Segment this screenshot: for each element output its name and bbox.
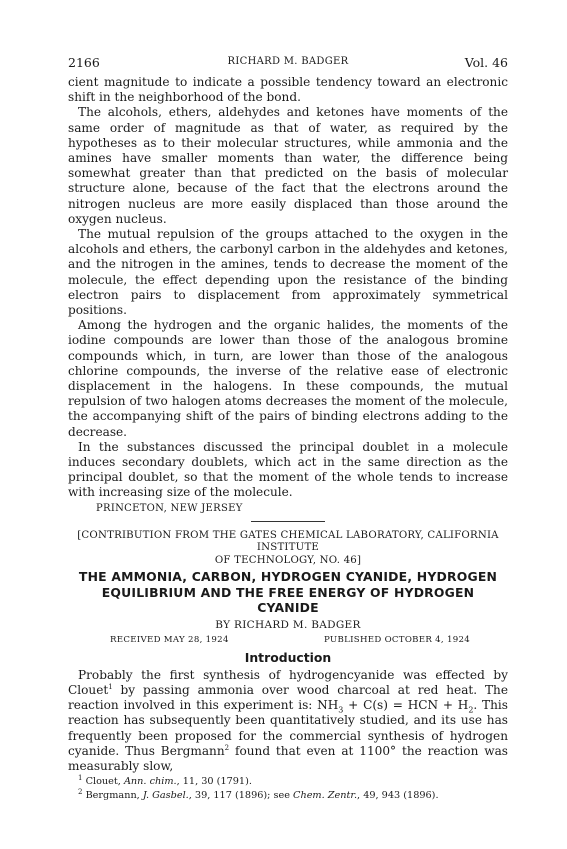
contribution-line: [CONTRIBUTION FROM THE GATES CHEMICAL LABORATORY, CALIFORNIA INSTITUTE	[77, 529, 499, 554]
footnote	[78, 789, 508, 802]
footnote-text: , 39, 117 (1896); see	[188, 789, 294, 801]
title-line: THE AMMONIA, CARBON, HYDROGEN CYANIDE, HYDROGEN	[78, 569, 498, 585]
running-head: RICHARD M. BADGER	[227, 56, 349, 67]
footnote-mark: 2	[78, 787, 83, 796]
footnote-text: , 11, 30 (1791).	[176, 776, 252, 788]
footnote-ref: 1	[108, 682, 113, 691]
footnote-ref: 2	[224, 743, 230, 752]
text-run: + C(s) = HCN + H	[343, 698, 469, 713]
text-run: found that even at 1100° the reaction was measurably slow,	[68, 743, 508, 773]
footnotes	[68, 775, 508, 802]
footnote-mark: 1	[78, 773, 83, 782]
footnote-text: Bergmann,	[85, 789, 143, 801]
introduction-text	[68, 668, 508, 774]
footnote-text: , 49, 943 (1896).	[357, 789, 439, 801]
footnote-journal: Chem. Zentr.	[293, 789, 358, 801]
article-dates	[68, 633, 508, 647]
contribution-note	[68, 530, 508, 568]
paragraph: The mutual repulsion of the groups attached to the oxygen in the alcohols and ethers, the carbonyl carbon in the aldehydes and ketones, and the nitrogen in the amines, tends to decrease the moment of the molecule, the effect depending upon the resistance of the binding electron pairs to displacement from approximately symmetrical positions.	[68, 227, 508, 318]
title-line: CYANIDE	[257, 600, 319, 616]
footnote-journal: J. Gasbel.	[142, 789, 189, 801]
previous-article-text	[68, 75, 508, 501]
title-line: EQUILIBRIUM AND THE FREE ENERGY OF HYDROGEN	[101, 584, 475, 600]
footnote	[78, 775, 508, 788]
volume-label: Vol. 46	[464, 55, 508, 70]
subscript: 2	[468, 705, 474, 715]
page-number: 2166	[68, 55, 100, 70]
text-run: . This reaction has subsequently been quantitatively studied, and its use has frequently been proposed for the commercial synthesis of hydrogen cyanide. Thus Bergmann	[68, 698, 508, 758]
contribution-line: OF TECHNOLOGY, NO. 46]	[214, 554, 362, 566]
footnote-text: Clouet,	[85, 776, 124, 788]
footnote-journal: Ann. chim.	[123, 776, 177, 788]
byline: BY RICHARD M. BADGER	[215, 618, 361, 631]
paragraph: cient magnitude to indicate a possible tendency toward an electronic shift in the neighborhood of the bond.	[68, 75, 508, 105]
author-location: PRINCETON, NEW JERSEY	[96, 502, 243, 514]
paragraph: In the substances discussed the principal doublet in a molecule induces secondary doublets, which act in the same direction as the principal doublet, so that the moment of the whole tends to increase with increasing size of the molecule.	[68, 439, 508, 500]
article-title	[68, 569, 508, 616]
paragraph: The alcohols, ethers, aldehydes and ketones have moments of the same order of magnitude as that of water, as required by the hypotheses as to their molecular structures, while ammonia and the amines have smaller moments than water, the difference being somewhat greater than that predicted on the basis of molecular structure alone, because of the fact that the electrons around the nitrogen nucleus are more easily displaced than those around the oxygen nucleus.	[68, 105, 508, 226]
page-header	[68, 55, 508, 75]
received-date: RECEIVED MAY 28, 1924	[110, 634, 229, 645]
paragraph	[68, 668, 508, 774]
text-run: Probably the first synthesis of hydrogencyanide was effected by Clouet	[68, 667, 508, 697]
paragraph: Among the hydrogen and the organic halides, the moments of the iodine compounds are lower than those of the analogous bromine compounds which, in turn, are lower than those of the analogous chlorine compounds, the inverse of the relative ease of electronic displacement in the halogens. In these compounds, the mutual repulsion of two halogen atoms decreases the moment of the molecule, the accompanying shift of the pairs of binding electrons adding to the decrease.	[68, 318, 508, 439]
published-date: PUBLISHED OCTOBER 4, 1924	[324, 634, 471, 645]
section-heading: Introduction	[244, 649, 332, 665]
separator-rule	[251, 521, 325, 522]
subscript: 3	[338, 705, 344, 715]
journal-page	[68, 55, 508, 802]
text-run: by passing ammonia over wood charcoal at red heat. The reaction involved in this experiment is: NH	[68, 682, 508, 713]
